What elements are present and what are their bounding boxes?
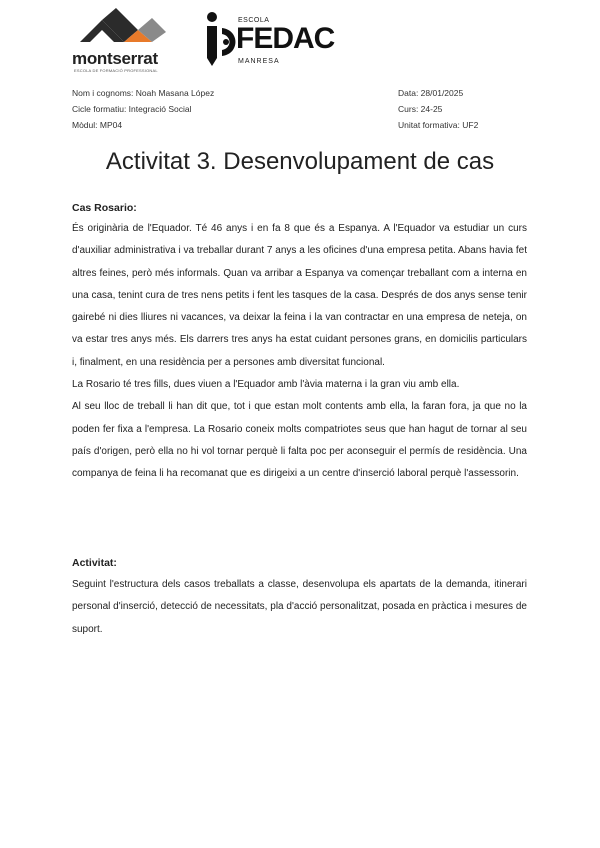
unit: Unitat formativa: UF2 [398, 120, 479, 130]
activity-heading: Activitat: [72, 557, 117, 569]
montserrat-logo [72, 6, 172, 73]
course: Curs: 24-25 [398, 104, 443, 114]
montserrat-subtitle: ESCOLA DE FORMACIÓ PROFESSIONAL [74, 68, 158, 73]
cycle: Cicle formatiu: Integració Social [72, 104, 192, 114]
date: Data: 28/01/2025 [398, 88, 464, 98]
student-name: Nom i cognoms: Noah Masana López [72, 88, 215, 98]
fedac-name: FEDAC [236, 22, 335, 55]
fedac-logo [200, 8, 340, 70]
module: Mòdul: MP04 [72, 120, 123, 130]
case-paragraph-2: La Rosario té tres fills, dues viuen a l'Equador amb l'àvia materna i la gran viu amb ella. [72, 379, 460, 391]
activity-paragraph: Seguint l'estructura dels casos treballats a classe, desenvolupa els apartats de la demanda, itinerari personal d'inserció, detecció de necessitats, pla d'acció personalitzat, posada en pràctica i mesures de suport. [72, 579, 527, 635]
case-paragraph-1: És originària de l'Equador. Té 46 anys i en fa 8 que és a Espanya. A l'Equador va estudiar un curs d'auxiliar administrativa i va treballar durant 7 anys a les oficines d'una empresa petita. Abans havia fet altres feines, però més informals. Quan va arribar a Espanya va començar treballant com a interna en una casa, tenint cura de tres nens petits i fent les tasques de la casa. Després de dos anys sense tenir gairebé ni dies lliures ni vacances, va deixar la feina i la van contractar en una empresa de neteja, on va estar tres anys més. Els darrers tres anys ha estat cuidant persones grans, en domicilis particulars i, finalment, en una residència per a persones amb diversitat funcional. [72, 223, 527, 368]
montserrat-name: montserrat [72, 49, 158, 68]
page-title: Activitat 3. Desenvolupament de cas [105, 148, 495, 175]
activity-body [72, 574, 527, 641]
fedac-city: MANRESA [238, 58, 280, 65]
case-paragraph-3: Al seu lloc de treball li han dit que, tot i que estan molt contents amb ella, la faran fora, ja que no la poden fer fixa a l'empresa. La Rosario coneix molts compatriotes seus que han hagut de tornar al seu país d'origen, però ella no hi vol tornar perquè li falta poc per aconseguir el permís de residència. Una companya de feina li ha recomanat que es dirigeixi a un centre d'inserció laboral perquè l'assessorin. [72, 401, 527, 480]
case-body [72, 218, 527, 486]
case-heading: Cas Rosario: [72, 202, 137, 214]
montserrat-mark-icon [72, 6, 172, 50]
fedac-escola: ESCOLA [238, 17, 270, 24]
fedac-mark-icon [200, 8, 240, 70]
